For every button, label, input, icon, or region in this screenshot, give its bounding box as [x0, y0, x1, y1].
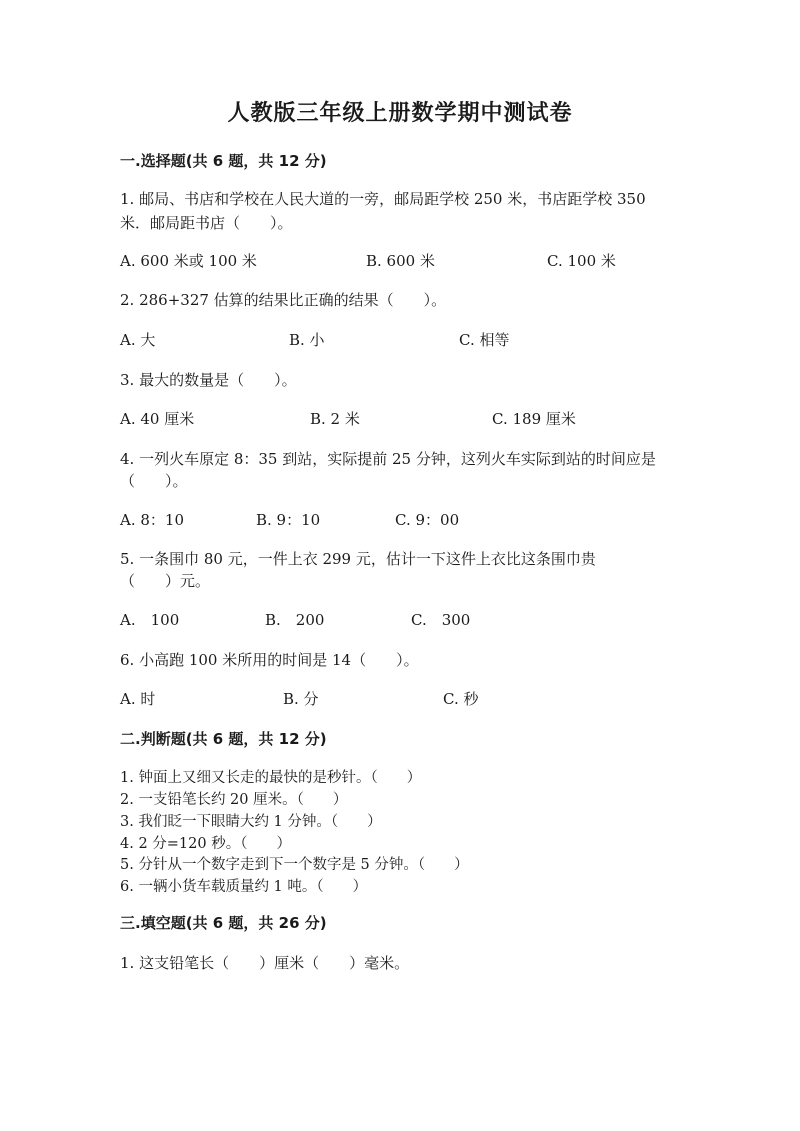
- judge-item: 2. 一支铅笔长约 20 厘米。（ ）: [120, 792, 348, 808]
- option-c: C. 秒: [443, 690, 479, 708]
- judge-item: 3. 我们眨一下眼睛大约 1 分钟。（ ）: [120, 814, 382, 830]
- question-text: 2. 286+327 估算的结果比正确的结果（ ）。: [120, 291, 447, 309]
- question-text: 1. 邮局、书店和学校在人民大道的一旁，邮局距学校 250 米，书店距学校 350: [120, 190, 646, 208]
- question-text: 1. 这支铅笔长（ ）厘米（ ）毫米。: [120, 954, 410, 972]
- question-text: （ ）。: [120, 472, 188, 490]
- option-b: B. 小: [289, 331, 325, 349]
- option-c: C. 相等: [459, 331, 510, 349]
- question-text: 3. 最大的数量是（ ）。: [120, 371, 297, 389]
- judge-item: 6. 一辆小货车载质量约 1 吨。（ ）: [120, 879, 368, 895]
- option-b: B. 9：10: [256, 511, 321, 529]
- question-text: 米．邮局距书店（ ）。: [120, 214, 293, 232]
- option-c: C. 100 米: [547, 252, 616, 270]
- judge-item: 4. 2 分=120 秒。（ ）: [120, 836, 291, 852]
- option-a: A. 8：10: [120, 511, 184, 529]
- question-text: （ ）元。: [120, 572, 211, 590]
- question-text: 6. 小高跑 100 米所用的时间是 14（ ）。: [120, 651, 419, 669]
- option-b: B. 200: [265, 611, 325, 629]
- option-b: B. 分: [283, 690, 319, 708]
- question-text: 4. 一列火车原定 8：35 到站，实际提前 25 分钟，这列火车实际到站的时间应是: [120, 450, 656, 468]
- judge-item: 5. 分针从一个数字走到下一个数字是 5 分钟。（ ）: [120, 857, 469, 873]
- option-c: C. 300: [411, 611, 471, 629]
- page-title: 人教版三年级上册数学期中测试卷: [227, 101, 573, 126]
- option-b: B. 2 米: [310, 410, 360, 428]
- judge-item: 1. 钟面上又细又长走的最快的是秒针。（ ）: [120, 770, 422, 786]
- option-c: C. 189 厘米: [492, 410, 576, 428]
- option-c: C. 9：00: [395, 511, 460, 529]
- section-heading-fill: 三.填空题(共 6 题，共 26 分): [120, 914, 327, 932]
- option-a: A. 40 厘米: [120, 410, 195, 428]
- section-heading-judge: 二.判断题(共 6 题，共 12 分): [120, 730, 327, 748]
- section-heading-choice: 一.选择题(共 6 题，共 12 分): [120, 152, 327, 170]
- option-a: A. 100: [120, 611, 180, 629]
- option-a: A. 600 米或 100 米: [120, 252, 257, 270]
- option-a: A. 时: [120, 690, 156, 708]
- option-a: A. 大: [120, 331, 156, 349]
- question-text: 5. 一条围巾 80 元，一件上衣 299 元，估计一下这件上衣比这条围巾贵: [120, 550, 596, 568]
- option-b: B. 600 米: [366, 252, 435, 270]
